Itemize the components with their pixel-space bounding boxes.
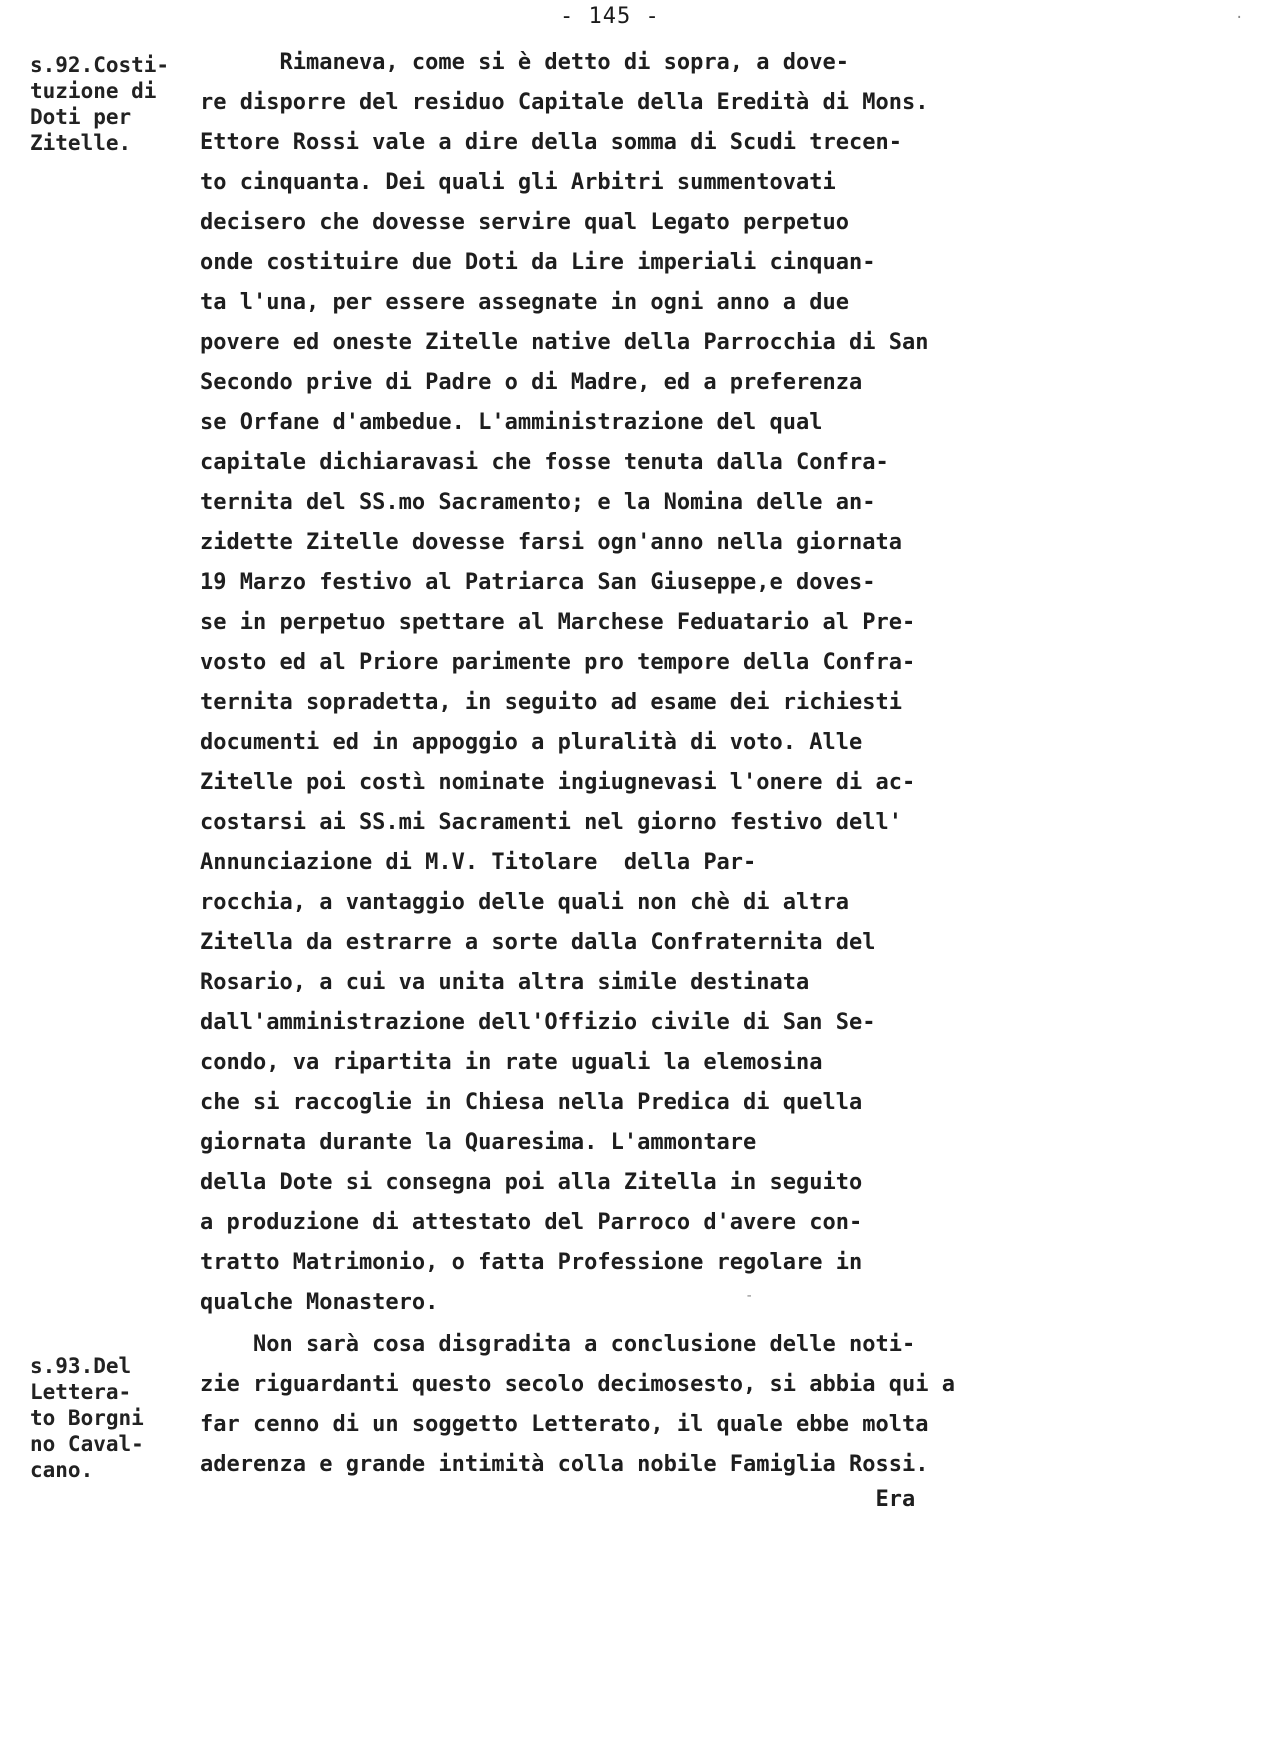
text-line: rocchia, a vantaggio delle quali non chè di altra (200, 890, 850, 915)
text-line: Annunciazione di M.V. Titolare della Par- (200, 850, 757, 875)
text-line: far cenno di un soggetto Letterato, il quale ebbe molta (200, 1412, 929, 1437)
text-line: Non sarà cosa disgradita a conclusione delle noti- (200, 1332, 916, 1357)
text-line: se Orfane d'ambedue. L'amministrazione del qual (200, 410, 823, 435)
text-line: documenti ed in appoggio a pluralità di voto. Alle (200, 730, 863, 755)
text-line: della Dote si consegna poi alla Zitella in seguito (200, 1170, 863, 1195)
margin-note-s93: s.93.Del Lettera- to Borgni no Caval- cano. (30, 1354, 144, 1482)
text-line: giornata durante la Quaresima. L'ammontare (200, 1130, 757, 1155)
text-line: qualche Monastero. (200, 1290, 439, 1315)
text-line: condo, va ripartita in rate uguali la elemosina (200, 1050, 823, 1075)
text-line: che si raccoglie in Chiesa nella Predica di quella (200, 1090, 863, 1115)
text-line: tratto Matrimonio, o fatta Professione regolare in (200, 1250, 863, 1275)
text-line: ternita sopradetta, in seguito ad esame dei richiesti (200, 690, 902, 715)
text-line: to cinquanta. Dei quali gli Arbitri summentovati (200, 170, 836, 195)
text-line: Rosario, a cui va unita altra simile destinata (200, 970, 810, 995)
text-line: Ettore Rossi vale a dire della somma di Scudi trecen- (200, 130, 902, 155)
text-line: vosto ed al Priore parimente pro tempore della Confra- (200, 650, 916, 675)
text-line: onde costituire due Doti da Lire imperiali cinquan- (200, 250, 876, 275)
page-number: - 145 - (560, 4, 660, 29)
text-line: povere ed oneste Zitelle native della Parrocchia di San (200, 330, 929, 355)
text-line: dall'amministrazione dell'Offizio civile di San Se- (200, 1010, 876, 1035)
text-line: zidette Zitelle dovesse farsi ogn'anno nella giornata (200, 530, 902, 555)
text-line: Secondo prive di Padre o di Madre, ed a preferenza (200, 370, 863, 395)
text-line: decisero che dovesse servire qual Legato perpetuo (200, 210, 850, 235)
text-line: aderenza e grande intimità colla nobile Famiglia Rossi. (200, 1452, 929, 1477)
text-line: ternita del SS.mo Sacramento; e la Nomina delle an- (200, 490, 876, 515)
text-line: costarsi ai SS.mi Sacramenti nel giorno festivo dell' (200, 810, 902, 835)
text-line: re disporre del residuo Capitale della Eredità di Mons. (200, 90, 929, 115)
stray-mark: - (745, 1288, 754, 1304)
text-line: capitale dichiaravasi che fosse tenuta dalla Confra- (200, 450, 889, 475)
margin-note-s92: s.92.Costi- tuzione di Doti per Zitelle. (30, 53, 170, 155)
text-line: a produzione di attestato del Parroco d'avere con- (200, 1210, 863, 1235)
stray-mark: · (1235, 10, 1244, 26)
text-line: se in perpetuo spettare al Marchese Feduatario al Pre- (200, 610, 916, 635)
text-line: 19 Marzo festivo al Patriarca San Giuseppe,e doves- (200, 570, 876, 595)
text-line: Zitelle poi costì nominate ingiugnevasi l'onere di ac- (200, 770, 916, 795)
text-line: Zitella da estrarre a sorte dalla Confraternita del (200, 930, 876, 955)
text-line: zie riguardanti questo secolo decimosesto, si abbia qui a (200, 1372, 955, 1397)
text-line: ta l'una, per essere assegnate in ogni anno a due (200, 290, 850, 315)
text-line: Era (200, 1487, 916, 1512)
text-line: Rimaneva, come si è detto di sopra, a dove- (200, 50, 850, 75)
